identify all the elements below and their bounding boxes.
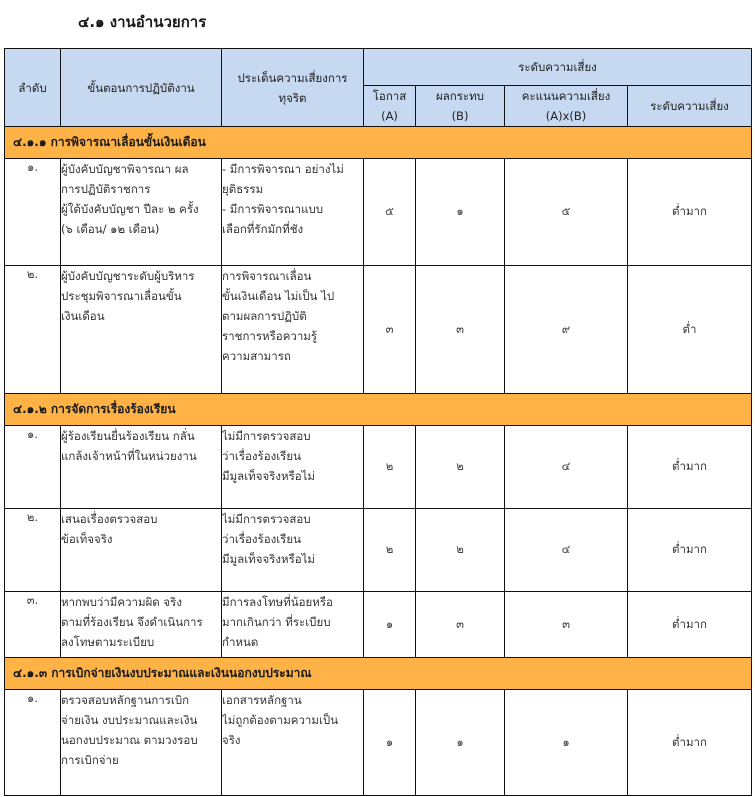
- likelihood-value: ๑: [364, 690, 416, 796]
- header-risk-score-line2: (A)x(B): [545, 109, 587, 123]
- risk-score-value: ๕: [505, 159, 628, 266]
- impact-value: ๓: [416, 592, 505, 658]
- header-likelihood-line1: โอกาส: [372, 89, 407, 103]
- risk-issue-line: ไม่ถูกต้องตามความเป็น: [222, 713, 339, 727]
- section-row: [5, 658, 752, 690]
- section-row: [5, 127, 752, 159]
- risk-score-value: ๔: [505, 509, 628, 592]
- risk-issue-line: กำหนด: [222, 635, 259, 649]
- risk-issue-line: มีมูลเท็จจริงหรือไม่: [222, 469, 316, 483]
- step-line: ผู้บังคับบัญชาระดับผู้บริหาร: [61, 269, 195, 283]
- risk-issue: [222, 690, 364, 796]
- step-line: ตามที่ร้องเรียน จึงดำเนินการ: [61, 615, 203, 629]
- table-row: [5, 159, 752, 266]
- header-risk-level-group: ระดับความเสี่ยง: [364, 49, 752, 86]
- risk-issue-line: ขั้นเงินเดือน ไม่เป็น ไป: [222, 289, 335, 303]
- risk-score-value: ๙: [505, 266, 628, 394]
- step-line: แกล้งเจ้าหน้าที่ในหน่วยงาน: [61, 449, 197, 463]
- table-row: [5, 426, 752, 509]
- risk-issue-line: ความสามารถ: [222, 349, 291, 363]
- step-line: นอกงบประมาณ ตามวงรอบ: [61, 733, 198, 747]
- table-row: [5, 592, 752, 658]
- step-line: ผู้บังคับบัญชาพิจารณา ผล: [61, 162, 189, 176]
- risk-level-value: ต่ำ: [628, 266, 752, 394]
- risk-level-value: ต่ำมาก: [628, 690, 752, 796]
- risk-issue-line: ไม่มีการตรวจสอบ: [222, 429, 311, 443]
- section-title: ๔.๑.๓ การเบิกจ่ายเงินงบประมาณและเงินนอกงบประมาณ: [5, 658, 752, 690]
- impact-value: ๒: [416, 509, 505, 592]
- header-risk-level: ระดับความเสี่ยง: [628, 86, 752, 127]
- step-description: [61, 690, 222, 796]
- step-line: ผู้ใต้บังคับบัญชา ปีละ ๒ ครั้ง: [61, 202, 199, 216]
- step-line: เงินเดือน: [61, 309, 105, 323]
- header-risk-issue: [222, 49, 364, 127]
- row-number: ๑.: [5, 690, 61, 796]
- risk-level-value: ต่ำมาก: [628, 509, 752, 592]
- step-line: (๖ เดือน/ ๑๒ เดือน): [61, 222, 160, 236]
- likelihood-value: ๒: [364, 509, 416, 592]
- step-description: [61, 592, 222, 658]
- risk-issue-line: เลือกที่รักมักที่ชัง: [222, 222, 304, 236]
- table-row: [5, 690, 752, 796]
- row-number: ๑.: [5, 159, 61, 266]
- risk-assessment-table: [4, 48, 752, 796]
- section-row: [5, 394, 752, 426]
- risk-issue-line: เอกสารหลักฐาน: [222, 693, 302, 707]
- risk-issue-line: การพิจารณาเลื่อน: [222, 269, 312, 283]
- impact-value: ๒: [416, 426, 505, 509]
- impact-value: ๓: [416, 266, 505, 394]
- risk-issue-line: ยุติธรรม: [222, 182, 264, 196]
- risk-issue: [222, 509, 364, 592]
- risk-issue-line: จริง: [222, 733, 241, 747]
- header-impact: [416, 86, 505, 127]
- header-risk-score: [505, 86, 628, 127]
- risk-issue: [222, 159, 364, 266]
- step-line: การปฏิบัติราชการ: [61, 182, 151, 196]
- step-line: ผู้ร้องเรียนยื่นร้องเรียน กลั่น: [61, 429, 195, 443]
- step-line: ตรวจสอบหลักฐานการเบิก: [61, 693, 190, 707]
- likelihood-value: ๓: [364, 266, 416, 394]
- risk-issue-line: ว่าเรื่องร้องเรียน: [222, 532, 301, 546]
- step-line: เสนอเรื่องตรวจสอบ: [61, 512, 158, 526]
- step-description: [61, 266, 222, 394]
- risk-issue-line: ไม่มีการตรวจสอบ: [222, 512, 311, 526]
- risk-issue-line: - มีการพิจารณา อย่างไม่: [222, 162, 344, 176]
- row-number: ๒.: [5, 266, 61, 394]
- table-body: [5, 127, 752, 796]
- risk-issue: [222, 592, 364, 658]
- risk-issue-line: ราชการหรือความรู้: [222, 329, 318, 343]
- risk-issue-line: มากเกินกว่า ที่ระเบียบ: [222, 615, 331, 629]
- header-risk-score-line1: คะแนนความเสี่ยง: [521, 89, 611, 103]
- section-title: ๔.๑.๒ การจัดการเรื่องร้องเรียน: [5, 394, 752, 426]
- step-description: [61, 159, 222, 266]
- step-description: [61, 426, 222, 509]
- risk-issue: [222, 266, 364, 394]
- risk-score-value: ๓: [505, 592, 628, 658]
- header-impact-line1: ผลกระทบ: [436, 89, 484, 103]
- step-line: จ่ายเงิน งบประมาณและเงิน: [61, 713, 198, 727]
- risk-issue-line: ตามผลการปฏิบัติ: [222, 309, 307, 323]
- header-row-1: [5, 49, 752, 86]
- header-likelihood: [364, 86, 416, 127]
- impact-value: ๑: [416, 690, 505, 796]
- risk-issue-line: - มีการพิจารณาแบบ: [222, 202, 324, 216]
- table-row: [5, 266, 752, 394]
- row-number: ๑.: [5, 426, 61, 509]
- table-row: [5, 509, 752, 592]
- likelihood-value: ๒: [364, 426, 416, 509]
- section-title: ๔.๑.๑ การพิจารณาเลื่อนขั้นเงินเดือน: [5, 127, 752, 159]
- impact-value: ๑: [416, 159, 505, 266]
- risk-score-value: ๑: [505, 690, 628, 796]
- risk-issue-line: มีการลงโทษที่น้อยหรือ: [222, 595, 333, 609]
- risk-level-value: ต่ำมาก: [628, 426, 752, 509]
- likelihood-value: ๕: [364, 159, 416, 266]
- header-no: ลำดับ: [5, 49, 61, 127]
- risk-issue: [222, 426, 364, 509]
- risk-level-value: ต่ำมาก: [628, 159, 752, 266]
- risk-issue-line: ว่าเรื่องร้องเรียน: [222, 449, 301, 463]
- step-line: การเบิกจ่าย: [61, 753, 119, 767]
- step-line: ลงโทษตามระเบียบ: [61, 635, 155, 649]
- header-risk-issue-line1: ประเด็นความเสี่ยงการ: [237, 70, 348, 85]
- step-line: ข้อเท็จจริง: [61, 532, 113, 546]
- row-number: ๓.: [5, 592, 61, 658]
- step-line: ประชุมพิจารณาเลื่อนขั้น: [61, 289, 182, 303]
- step-line: หากพบว่ามีความผิด จริง: [61, 595, 182, 609]
- risk-issue-line: มีมูลเท็จจริงหรือไม่: [222, 552, 316, 566]
- risk-score-value: ๔: [505, 426, 628, 509]
- likelihood-value: ๑: [364, 592, 416, 658]
- header-risk-issue-line2: ทุจริต: [278, 90, 307, 105]
- header-likelihood-line2: (A): [381, 109, 398, 123]
- step-description: [61, 509, 222, 592]
- row-number: ๒.: [5, 509, 61, 592]
- header-impact-line2: (B): [451, 109, 469, 123]
- risk-level-value: ต่ำมาก: [628, 592, 752, 658]
- header-steps: ขั้นตอนการปฏิบัติงาน: [61, 49, 222, 127]
- document-title: ๔.๑ งานอำนวยการ: [78, 13, 207, 31]
